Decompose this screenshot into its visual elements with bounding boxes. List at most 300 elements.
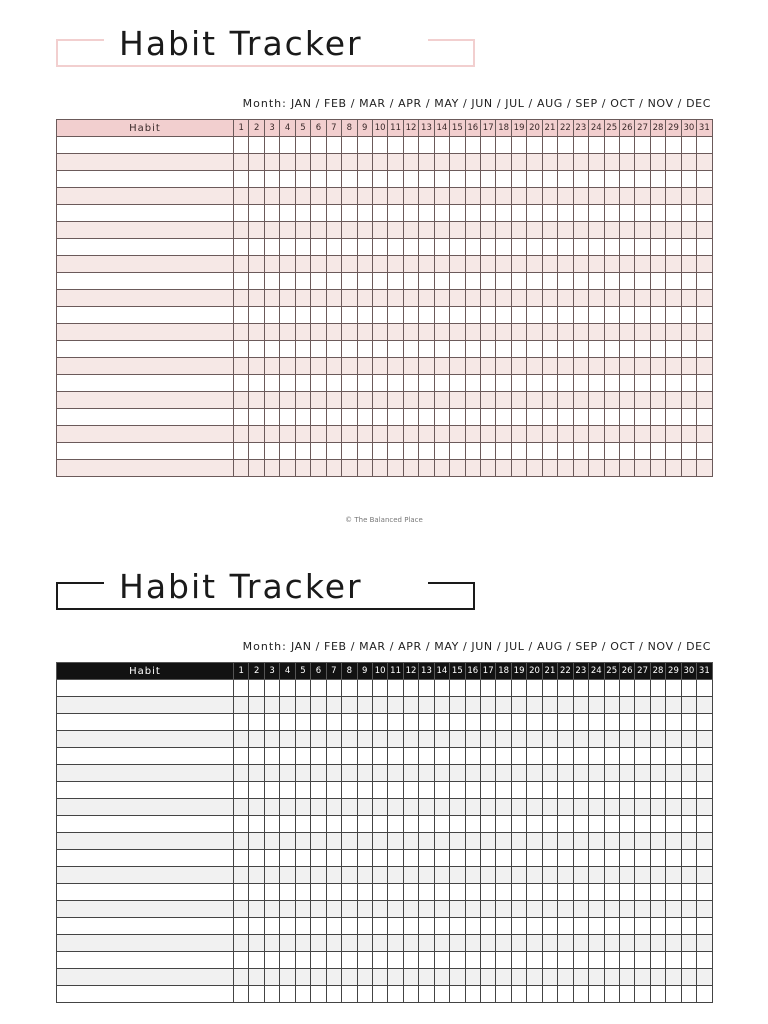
day-check-cell[interactable] bbox=[249, 375, 264, 392]
day-check-cell[interactable] bbox=[465, 460, 480, 477]
day-check-cell[interactable] bbox=[311, 884, 326, 901]
day-check-cell[interactable] bbox=[372, 171, 387, 188]
day-check-cell[interactable] bbox=[619, 680, 634, 697]
habit-name-cell[interactable] bbox=[57, 188, 234, 205]
day-check-cell[interactable] bbox=[542, 850, 557, 867]
day-check-cell[interactable] bbox=[403, 222, 418, 239]
day-check-cell[interactable] bbox=[357, 256, 372, 273]
habit-name-cell[interactable] bbox=[57, 901, 234, 918]
day-check-cell[interactable] bbox=[481, 358, 496, 375]
day-check-cell[interactable] bbox=[403, 680, 418, 697]
day-check-cell[interactable] bbox=[280, 324, 295, 341]
day-check-cell[interactable] bbox=[697, 697, 712, 714]
day-check-cell[interactable] bbox=[403, 307, 418, 324]
day-check-cell[interactable] bbox=[419, 460, 434, 477]
day-check-cell[interactable] bbox=[681, 324, 696, 341]
day-check-cell[interactable] bbox=[527, 765, 542, 782]
day-check-cell[interactable] bbox=[434, 697, 449, 714]
day-check-cell[interactable] bbox=[481, 901, 496, 918]
day-check-cell[interactable] bbox=[388, 239, 403, 256]
day-check-cell[interactable] bbox=[635, 816, 650, 833]
day-check-cell[interactable] bbox=[419, 188, 434, 205]
day-check-cell[interactable] bbox=[496, 986, 511, 1003]
day-check-cell[interactable] bbox=[234, 697, 249, 714]
day-check-cell[interactable] bbox=[511, 154, 526, 171]
day-check-cell[interactable] bbox=[527, 986, 542, 1003]
day-check-cell[interactable] bbox=[496, 765, 511, 782]
day-check-cell[interactable] bbox=[558, 884, 573, 901]
day-check-cell[interactable] bbox=[481, 986, 496, 1003]
habit-name-cell[interactable] bbox=[57, 952, 234, 969]
day-check-cell[interactable] bbox=[388, 205, 403, 222]
day-check-cell[interactable] bbox=[465, 273, 480, 290]
day-check-cell[interactable] bbox=[666, 714, 681, 731]
day-check-cell[interactable] bbox=[666, 816, 681, 833]
day-check-cell[interactable] bbox=[403, 697, 418, 714]
day-check-cell[interactable] bbox=[619, 901, 634, 918]
day-check-cell[interactable] bbox=[511, 918, 526, 935]
day-check-cell[interactable] bbox=[604, 307, 619, 324]
day-check-cell[interactable] bbox=[635, 188, 650, 205]
day-check-cell[interactable] bbox=[372, 884, 387, 901]
day-check-cell[interactable] bbox=[342, 969, 357, 986]
day-check-cell[interactable] bbox=[249, 222, 264, 239]
day-check-cell[interactable] bbox=[280, 782, 295, 799]
day-check-cell[interactable] bbox=[434, 443, 449, 460]
day-check-cell[interactable] bbox=[511, 731, 526, 748]
day-check-cell[interactable] bbox=[558, 850, 573, 867]
day-check-cell[interactable] bbox=[666, 392, 681, 409]
day-check-cell[interactable] bbox=[604, 460, 619, 477]
day-check-cell[interactable] bbox=[589, 222, 604, 239]
day-check-cell[interactable] bbox=[527, 375, 542, 392]
day-check-cell[interactable] bbox=[249, 137, 264, 154]
day-check-cell[interactable] bbox=[573, 205, 588, 222]
day-check-cell[interactable] bbox=[650, 918, 665, 935]
day-check-cell[interactable] bbox=[604, 239, 619, 256]
day-check-cell[interactable] bbox=[619, 816, 634, 833]
day-check-cell[interactable] bbox=[697, 341, 712, 358]
day-check-cell[interactable] bbox=[697, 273, 712, 290]
day-check-cell[interactable] bbox=[511, 460, 526, 477]
day-check-cell[interactable] bbox=[527, 867, 542, 884]
day-check-cell[interactable] bbox=[511, 833, 526, 850]
day-check-cell[interactable] bbox=[234, 986, 249, 1003]
day-check-cell[interactable] bbox=[403, 884, 418, 901]
day-check-cell[interactable] bbox=[295, 307, 310, 324]
day-check-cell[interactable] bbox=[635, 765, 650, 782]
day-check-cell[interactable] bbox=[511, 409, 526, 426]
day-check-cell[interactable] bbox=[357, 901, 372, 918]
day-check-cell[interactable] bbox=[419, 273, 434, 290]
day-check-cell[interactable] bbox=[681, 154, 696, 171]
day-check-cell[interactable] bbox=[372, 409, 387, 426]
day-check-cell[interactable] bbox=[419, 205, 434, 222]
day-check-cell[interactable] bbox=[326, 833, 341, 850]
day-check-cell[interactable] bbox=[372, 969, 387, 986]
day-check-cell[interactable] bbox=[388, 935, 403, 952]
day-check-cell[interactable] bbox=[650, 731, 665, 748]
habit-name-cell[interactable] bbox=[57, 867, 234, 884]
day-check-cell[interactable] bbox=[342, 409, 357, 426]
day-check-cell[interactable] bbox=[481, 307, 496, 324]
day-check-cell[interactable] bbox=[681, 782, 696, 799]
day-check-cell[interactable] bbox=[357, 392, 372, 409]
day-check-cell[interactable] bbox=[697, 850, 712, 867]
day-check-cell[interactable] bbox=[295, 782, 310, 799]
day-check-cell[interactable] bbox=[249, 884, 264, 901]
day-check-cell[interactable] bbox=[295, 901, 310, 918]
day-check-cell[interactable] bbox=[558, 867, 573, 884]
day-check-cell[interactable] bbox=[450, 375, 465, 392]
day-check-cell[interactable] bbox=[326, 341, 341, 358]
day-check-cell[interactable] bbox=[264, 409, 279, 426]
day-check-cell[interactable] bbox=[434, 290, 449, 307]
day-check-cell[interactable] bbox=[434, 256, 449, 273]
day-check-cell[interactable] bbox=[326, 256, 341, 273]
day-check-cell[interactable] bbox=[295, 222, 310, 239]
day-check-cell[interactable] bbox=[650, 358, 665, 375]
day-check-cell[interactable] bbox=[372, 833, 387, 850]
day-check-cell[interactable] bbox=[481, 205, 496, 222]
day-check-cell[interactable] bbox=[311, 154, 326, 171]
day-check-cell[interactable] bbox=[604, 680, 619, 697]
day-check-cell[interactable] bbox=[527, 443, 542, 460]
day-check-cell[interactable] bbox=[434, 426, 449, 443]
day-check-cell[interactable] bbox=[481, 731, 496, 748]
day-check-cell[interactable] bbox=[264, 239, 279, 256]
day-check-cell[interactable] bbox=[481, 171, 496, 188]
day-check-cell[interactable] bbox=[264, 188, 279, 205]
day-check-cell[interactable] bbox=[650, 867, 665, 884]
day-check-cell[interactable] bbox=[357, 952, 372, 969]
day-check-cell[interactable] bbox=[326, 731, 341, 748]
day-check-cell[interactable] bbox=[697, 358, 712, 375]
day-check-cell[interactable] bbox=[666, 765, 681, 782]
day-check-cell[interactable] bbox=[419, 918, 434, 935]
day-check-cell[interactable] bbox=[604, 867, 619, 884]
day-check-cell[interactable] bbox=[403, 290, 418, 307]
day-check-cell[interactable] bbox=[419, 969, 434, 986]
day-check-cell[interactable] bbox=[403, 935, 418, 952]
day-check-cell[interactable] bbox=[342, 392, 357, 409]
day-check-cell[interactable] bbox=[357, 782, 372, 799]
day-check-cell[interactable] bbox=[434, 137, 449, 154]
day-check-cell[interactable] bbox=[403, 188, 418, 205]
day-check-cell[interactable] bbox=[357, 731, 372, 748]
day-check-cell[interactable] bbox=[465, 952, 480, 969]
day-check-cell[interactable] bbox=[450, 171, 465, 188]
day-check-cell[interactable] bbox=[326, 426, 341, 443]
day-check-cell[interactable] bbox=[403, 171, 418, 188]
day-check-cell[interactable] bbox=[465, 816, 480, 833]
day-check-cell[interactable] bbox=[635, 952, 650, 969]
day-check-cell[interactable] bbox=[280, 273, 295, 290]
day-check-cell[interactable] bbox=[650, 901, 665, 918]
day-check-cell[interactable] bbox=[342, 901, 357, 918]
day-check-cell[interactable] bbox=[604, 884, 619, 901]
day-check-cell[interactable] bbox=[249, 392, 264, 409]
day-check-cell[interactable] bbox=[419, 443, 434, 460]
day-check-cell[interactable] bbox=[697, 765, 712, 782]
day-check-cell[interactable] bbox=[280, 680, 295, 697]
day-check-cell[interactable] bbox=[434, 748, 449, 765]
day-check-cell[interactable] bbox=[234, 290, 249, 307]
day-check-cell[interactable] bbox=[542, 443, 557, 460]
day-check-cell[interactable] bbox=[573, 748, 588, 765]
day-check-cell[interactable] bbox=[403, 443, 418, 460]
day-check-cell[interactable] bbox=[342, 290, 357, 307]
day-check-cell[interactable] bbox=[527, 884, 542, 901]
day-check-cell[interactable] bbox=[697, 256, 712, 273]
day-check-cell[interactable] bbox=[511, 375, 526, 392]
day-check-cell[interactable] bbox=[264, 443, 279, 460]
habit-name-cell[interactable] bbox=[57, 273, 234, 290]
day-check-cell[interactable] bbox=[681, 341, 696, 358]
day-check-cell[interactable] bbox=[280, 765, 295, 782]
day-check-cell[interactable] bbox=[604, 375, 619, 392]
day-check-cell[interactable] bbox=[496, 697, 511, 714]
day-check-cell[interactable] bbox=[589, 986, 604, 1003]
day-check-cell[interactable] bbox=[234, 443, 249, 460]
day-check-cell[interactable] bbox=[635, 409, 650, 426]
day-check-cell[interactable] bbox=[604, 986, 619, 1003]
day-check-cell[interactable] bbox=[527, 850, 542, 867]
day-check-cell[interactable] bbox=[635, 986, 650, 1003]
day-check-cell[interactable] bbox=[558, 714, 573, 731]
day-check-cell[interactable] bbox=[280, 290, 295, 307]
day-check-cell[interactable] bbox=[403, 409, 418, 426]
day-check-cell[interactable] bbox=[666, 986, 681, 1003]
day-check-cell[interactable] bbox=[496, 782, 511, 799]
day-check-cell[interactable] bbox=[388, 409, 403, 426]
day-check-cell[interactable] bbox=[573, 850, 588, 867]
day-check-cell[interactable] bbox=[342, 680, 357, 697]
day-check-cell[interactable] bbox=[589, 256, 604, 273]
day-check-cell[interactable] bbox=[434, 375, 449, 392]
day-check-cell[interactable] bbox=[511, 697, 526, 714]
day-check-cell[interactable] bbox=[558, 680, 573, 697]
day-check-cell[interactable] bbox=[311, 239, 326, 256]
day-check-cell[interactable] bbox=[326, 799, 341, 816]
day-check-cell[interactable] bbox=[697, 188, 712, 205]
day-check-cell[interactable] bbox=[342, 307, 357, 324]
day-check-cell[interactable] bbox=[496, 273, 511, 290]
day-check-cell[interactable] bbox=[619, 341, 634, 358]
day-check-cell[interactable] bbox=[234, 782, 249, 799]
day-check-cell[interactable] bbox=[234, 680, 249, 697]
day-check-cell[interactable] bbox=[619, 460, 634, 477]
day-check-cell[interactable] bbox=[496, 799, 511, 816]
day-check-cell[interactable] bbox=[511, 324, 526, 341]
day-check-cell[interactable] bbox=[527, 324, 542, 341]
day-check-cell[interactable] bbox=[573, 833, 588, 850]
day-check-cell[interactable] bbox=[357, 307, 372, 324]
day-check-cell[interactable] bbox=[496, 935, 511, 952]
day-check-cell[interactable] bbox=[465, 867, 480, 884]
day-check-cell[interactable] bbox=[403, 969, 418, 986]
day-check-cell[interactable] bbox=[249, 969, 264, 986]
day-check-cell[interactable] bbox=[249, 205, 264, 222]
day-check-cell[interactable] bbox=[249, 714, 264, 731]
day-check-cell[interactable] bbox=[511, 969, 526, 986]
day-check-cell[interactable] bbox=[527, 799, 542, 816]
day-check-cell[interactable] bbox=[434, 239, 449, 256]
day-check-cell[interactable] bbox=[527, 952, 542, 969]
day-check-cell[interactable] bbox=[619, 137, 634, 154]
day-check-cell[interactable] bbox=[388, 986, 403, 1003]
day-check-cell[interactable] bbox=[681, 256, 696, 273]
day-check-cell[interactable] bbox=[619, 409, 634, 426]
day-check-cell[interactable] bbox=[249, 748, 264, 765]
day-check-cell[interactable] bbox=[249, 952, 264, 969]
day-check-cell[interactable] bbox=[403, 205, 418, 222]
day-check-cell[interactable] bbox=[604, 222, 619, 239]
day-check-cell[interactable] bbox=[234, 731, 249, 748]
day-check-cell[interactable] bbox=[589, 307, 604, 324]
day-check-cell[interactable] bbox=[573, 239, 588, 256]
day-check-cell[interactable] bbox=[481, 782, 496, 799]
day-check-cell[interactable] bbox=[542, 239, 557, 256]
day-check-cell[interactable] bbox=[681, 833, 696, 850]
day-check-cell[interactable] bbox=[372, 850, 387, 867]
day-check-cell[interactable] bbox=[234, 969, 249, 986]
day-check-cell[interactable] bbox=[295, 256, 310, 273]
day-check-cell[interactable] bbox=[542, 731, 557, 748]
day-check-cell[interactable] bbox=[465, 171, 480, 188]
day-check-cell[interactable] bbox=[681, 239, 696, 256]
day-check-cell[interactable] bbox=[619, 426, 634, 443]
day-check-cell[interactable] bbox=[357, 799, 372, 816]
day-check-cell[interactable] bbox=[589, 901, 604, 918]
day-check-cell[interactable] bbox=[419, 409, 434, 426]
day-check-cell[interactable] bbox=[249, 409, 264, 426]
day-check-cell[interactable] bbox=[511, 392, 526, 409]
day-check-cell[interactable] bbox=[465, 799, 480, 816]
day-check-cell[interactable] bbox=[527, 460, 542, 477]
day-check-cell[interactable] bbox=[419, 256, 434, 273]
day-check-cell[interactable] bbox=[619, 952, 634, 969]
habit-name-cell[interactable] bbox=[57, 324, 234, 341]
day-check-cell[interactable] bbox=[527, 154, 542, 171]
day-check-cell[interactable] bbox=[311, 137, 326, 154]
day-check-cell[interactable] bbox=[249, 816, 264, 833]
day-check-cell[interactable] bbox=[234, 833, 249, 850]
day-check-cell[interactable] bbox=[619, 375, 634, 392]
day-check-cell[interactable] bbox=[681, 290, 696, 307]
day-check-cell[interactable] bbox=[650, 222, 665, 239]
day-check-cell[interactable] bbox=[311, 460, 326, 477]
day-check-cell[interactable] bbox=[666, 697, 681, 714]
day-check-cell[interactable] bbox=[357, 171, 372, 188]
day-check-cell[interactable] bbox=[434, 188, 449, 205]
day-check-cell[interactable] bbox=[357, 188, 372, 205]
day-check-cell[interactable] bbox=[419, 392, 434, 409]
day-check-cell[interactable] bbox=[280, 884, 295, 901]
day-check-cell[interactable] bbox=[450, 782, 465, 799]
day-check-cell[interactable] bbox=[326, 918, 341, 935]
day-check-cell[interactable] bbox=[342, 171, 357, 188]
day-check-cell[interactable] bbox=[681, 188, 696, 205]
day-check-cell[interactable] bbox=[311, 782, 326, 799]
day-check-cell[interactable] bbox=[280, 850, 295, 867]
day-check-cell[interactable] bbox=[527, 273, 542, 290]
day-check-cell[interactable] bbox=[635, 850, 650, 867]
day-check-cell[interactable] bbox=[527, 782, 542, 799]
day-check-cell[interactable] bbox=[681, 731, 696, 748]
day-check-cell[interactable] bbox=[604, 714, 619, 731]
day-check-cell[interactable] bbox=[635, 748, 650, 765]
day-check-cell[interactable] bbox=[357, 765, 372, 782]
day-check-cell[interactable] bbox=[666, 290, 681, 307]
day-check-cell[interactable] bbox=[434, 816, 449, 833]
day-check-cell[interactable] bbox=[264, 137, 279, 154]
day-check-cell[interactable] bbox=[589, 765, 604, 782]
day-check-cell[interactable] bbox=[295, 290, 310, 307]
day-check-cell[interactable] bbox=[388, 358, 403, 375]
day-check-cell[interactable] bbox=[511, 799, 526, 816]
day-check-cell[interactable] bbox=[681, 765, 696, 782]
day-check-cell[interactable] bbox=[635, 731, 650, 748]
day-check-cell[interactable] bbox=[388, 918, 403, 935]
day-check-cell[interactable] bbox=[419, 239, 434, 256]
day-check-cell[interactable] bbox=[542, 697, 557, 714]
day-check-cell[interactable] bbox=[542, 426, 557, 443]
day-check-cell[interactable] bbox=[342, 154, 357, 171]
day-check-cell[interactable] bbox=[419, 154, 434, 171]
day-check-cell[interactable] bbox=[403, 375, 418, 392]
day-check-cell[interactable] bbox=[542, 324, 557, 341]
day-check-cell[interactable] bbox=[280, 205, 295, 222]
day-check-cell[interactable] bbox=[481, 799, 496, 816]
day-check-cell[interactable] bbox=[681, 409, 696, 426]
day-check-cell[interactable] bbox=[326, 680, 341, 697]
day-check-cell[interactable] bbox=[511, 358, 526, 375]
day-check-cell[interactable] bbox=[635, 341, 650, 358]
day-check-cell[interactable] bbox=[558, 324, 573, 341]
day-check-cell[interactable] bbox=[573, 918, 588, 935]
habit-name-cell[interactable] bbox=[57, 731, 234, 748]
day-check-cell[interactable] bbox=[388, 884, 403, 901]
day-check-cell[interactable] bbox=[280, 731, 295, 748]
day-check-cell[interactable] bbox=[434, 714, 449, 731]
day-check-cell[interactable] bbox=[496, 392, 511, 409]
day-check-cell[interactable] bbox=[650, 697, 665, 714]
day-check-cell[interactable] bbox=[681, 986, 696, 1003]
day-check-cell[interactable] bbox=[264, 341, 279, 358]
day-check-cell[interactable] bbox=[619, 986, 634, 1003]
day-check-cell[interactable] bbox=[604, 697, 619, 714]
day-check-cell[interactable] bbox=[342, 748, 357, 765]
day-check-cell[interactable] bbox=[264, 697, 279, 714]
day-check-cell[interactable] bbox=[619, 918, 634, 935]
day-check-cell[interactable] bbox=[666, 443, 681, 460]
day-check-cell[interactable] bbox=[264, 273, 279, 290]
day-check-cell[interactable] bbox=[280, 137, 295, 154]
day-check-cell[interactable] bbox=[558, 460, 573, 477]
day-check-cell[interactable] bbox=[249, 273, 264, 290]
day-check-cell[interactable] bbox=[496, 137, 511, 154]
day-check-cell[interactable] bbox=[311, 222, 326, 239]
day-check-cell[interactable] bbox=[234, 714, 249, 731]
day-check-cell[interactable] bbox=[697, 680, 712, 697]
day-check-cell[interactable] bbox=[496, 171, 511, 188]
habit-name-cell[interactable] bbox=[57, 697, 234, 714]
day-check-cell[interactable] bbox=[280, 952, 295, 969]
day-check-cell[interactable] bbox=[573, 358, 588, 375]
day-check-cell[interactable] bbox=[542, 205, 557, 222]
day-check-cell[interactable] bbox=[465, 426, 480, 443]
